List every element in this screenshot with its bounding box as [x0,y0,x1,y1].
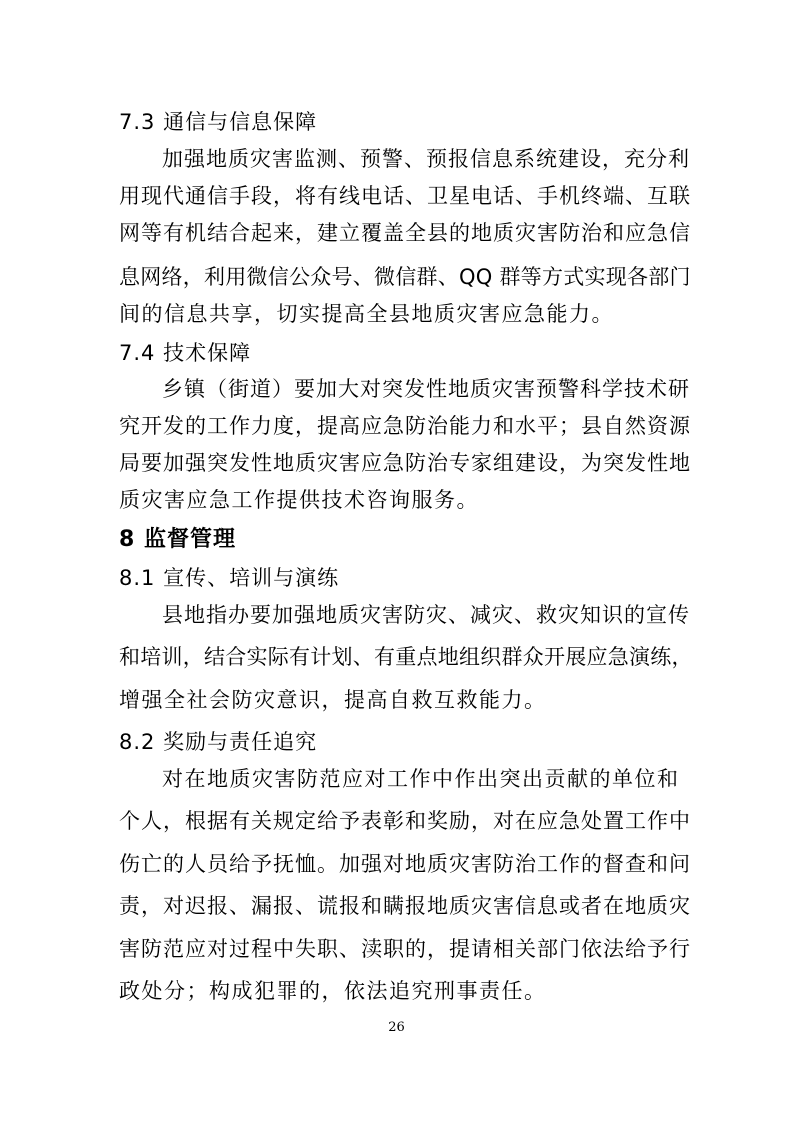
page-number: 26 [388,1020,405,1035]
paragraph-line: 乡镇（街道）要加大对突发性地质灾害预警科学技术研 [162,377,690,401]
paragraph-line: 间的信息共享，切实提高全县地质灾害应急能力。 [119,302,614,326]
paragraph-line: 政处分；构成犯罪的，依法追究刑事责任。 [119,979,547,1003]
section-heading-8-2: 8.2 奖励与责任追究 [119,730,318,754]
paragraph-line: 息网络，利用微信公众号、微信群、QQ 群等方式实现各部门 [119,265,691,289]
paragraph-line: 究开发的工作力度，提高应急防治能力和水平；县自然资源 [119,414,691,438]
section-heading-7-3: 7.3 通信与信息保障 [119,110,318,134]
paragraph-line: 害防范应对过程中失职、渎职的，提请相关部门依法给予行 [119,937,691,961]
paragraph-line: 用现代通信手段，将有线电话、卫星电话、手机终端、互联 [119,184,691,208]
paragraph-line: 责，对迟报、漏报、谎报和瞒报地质灾害信息或者在地质灾 [119,894,691,918]
paragraph-line: 增强全社会防灾意识，提高自救互救能力。 [119,688,547,712]
paragraph-line: 对在地质灾害防范应对工作中作出突出贡献的单位和 [162,767,680,791]
paragraph-line: 网等有机结合起来，建立覆盖全县的地质灾害防治和应急信 [119,221,691,245]
paragraph-line: 加强地质灾害监测、预警、预报信息系统建设，充分利 [162,147,690,171]
paragraph-line: 伤亡的人员给予抚恤。加强对地质灾害防治工作的督查和问 [119,852,691,876]
paragraph-line: 质灾害应急工作提供技术咨询服务。 [119,488,479,512]
paragraph-line: 和培训，结合实际有计划、有重点地组织群众开展应急演练， [119,645,693,669]
section-heading-7-4: 7.4 技术保障 [119,341,252,365]
paragraph-line: 县地指办要加强地质灾害防灾、减灾、救灾知识的宣传 [162,603,690,627]
paragraph-line: 个人，根据有关规定给予表彰和奖励，对在应急处置工作中 [119,809,691,833]
paragraph-line: 局要加强突发性地质灾害应急防治专家组建设，为突发性地 [119,451,691,475]
section-heading-8-1: 8.1 宣传、培训与演练 [119,566,340,590]
section-heading-8: 8 监督管理 [119,527,236,552]
